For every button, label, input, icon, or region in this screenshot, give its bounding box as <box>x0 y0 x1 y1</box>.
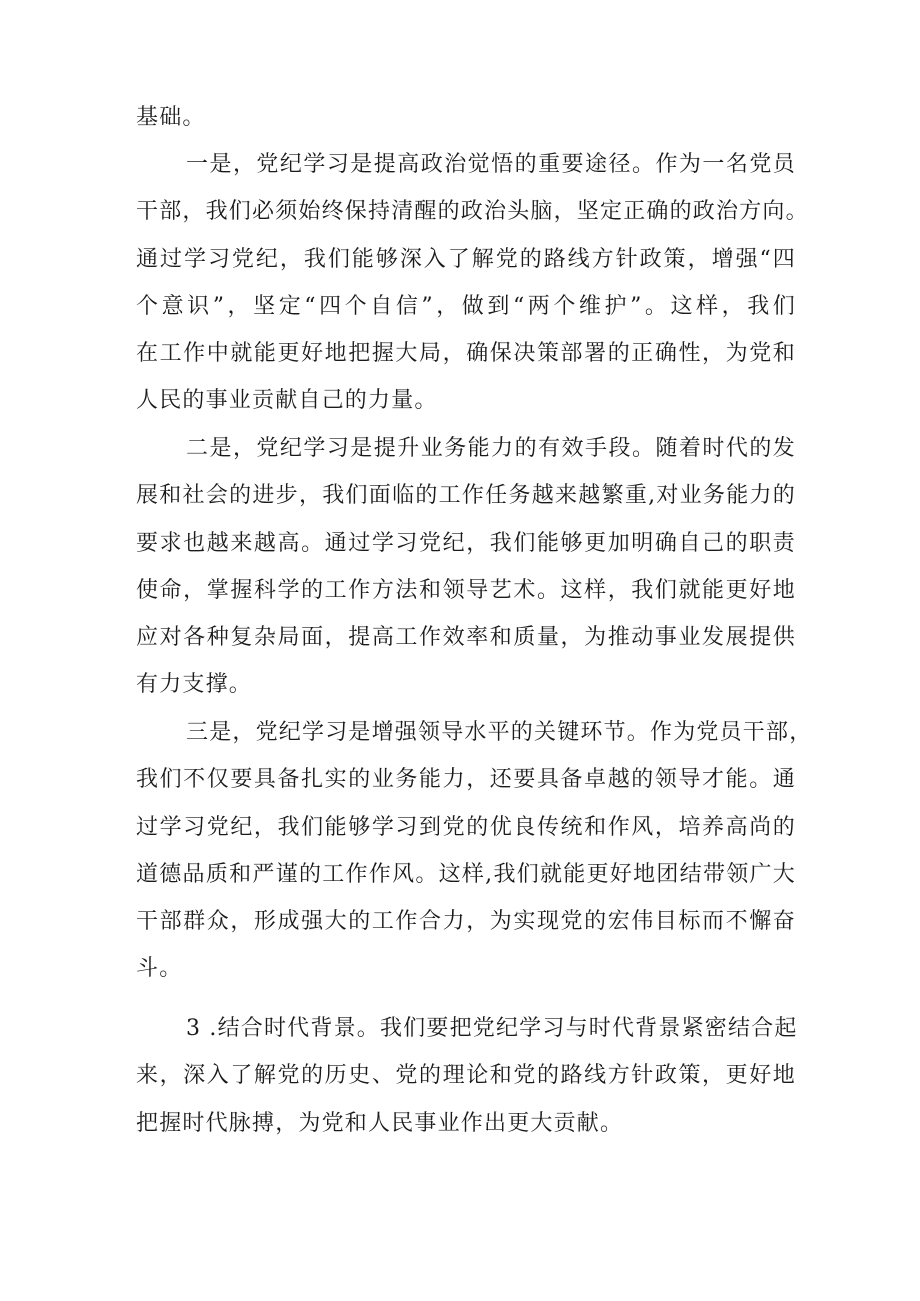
text-line: 要求也越来越高。通过学习党纪，我们能够更加明确自己的职责 <box>136 530 796 556</box>
text-line: 展和社会的进步，我们面临的工作任务越来越繁重,对业务能力的 <box>136 483 796 509</box>
text-line: 我们不仅要具备扎实的业务能力，还要具备卓越的领导才能。通 <box>136 767 796 793</box>
text-line: 应对各种复杂局面，提高工作效率和质量，为推动事业发展提供 <box>136 625 796 651</box>
text-line: 干部群众，形成强大的工作合力，为实现党的宏伟目标而不懈奋 <box>136 909 796 935</box>
text-line: 斗。 <box>136 956 183 982</box>
text-line: 道德品质和严谨的工作作风。这样,我们就能更好地团结带领广大 <box>136 861 796 887</box>
text-line: 在工作中就能更好地把握大局，确保决策部署的正确性，为党和 <box>136 341 796 367</box>
text-line: 个意识”，坚定“四个自信”，做到“两个维护”。这样，我们 <box>136 293 796 319</box>
paragraph-third-point <box>136 709 813 993</box>
text-line: 过学习党纪，我们能够学习到党的优良传统和作风，培养高尚的 <box>136 814 796 840</box>
text-line: 把握时代脉搏，为党和人民事业作出更大贡献。 <box>136 1110 624 1136</box>
text-line: 人民的事业贡献自己的力量。 <box>136 388 438 414</box>
text-line: 三是，党纪学习是增强领导水平的关键环节。作为党员干部， <box>186 720 813 745</box>
paragraph-first-point <box>136 141 809 425</box>
paragraph-second-point <box>136 425 796 709</box>
text-line: 来，深入了解党的历史、党的理论和党的路线方针政策，更好地 <box>136 1063 796 1089</box>
text-line: 3 .结合时代背景。我们要把党纪学习与时代背景紧密结合起 <box>186 1016 798 1041</box>
text-line: 有力支撑。 <box>136 672 253 698</box>
text-line: 通过学习党纪，我们能够深入了解党的路线方针政策，增强“四 <box>136 246 796 272</box>
text-line: 一是，党纪学习是提高政治觉悟的重要途径。作为一名党员 <box>186 152 796 177</box>
text-line: 基础。 <box>136 105 206 130</box>
text-line: 二是，党纪学习是提升业务能力的有效手段。随着时代的发 <box>186 436 796 461</box>
paragraph-section-3 <box>136 1005 796 1147</box>
paragraph-continuation <box>136 94 796 141</box>
text-line: 使命，掌握科学的工作方法和领导艺术。这样，我们就能更好地 <box>136 577 796 603</box>
text-line: 干部，我们必须始终保持清醒的政治头脑，坚定正确的政治方向。 <box>136 199 809 225</box>
